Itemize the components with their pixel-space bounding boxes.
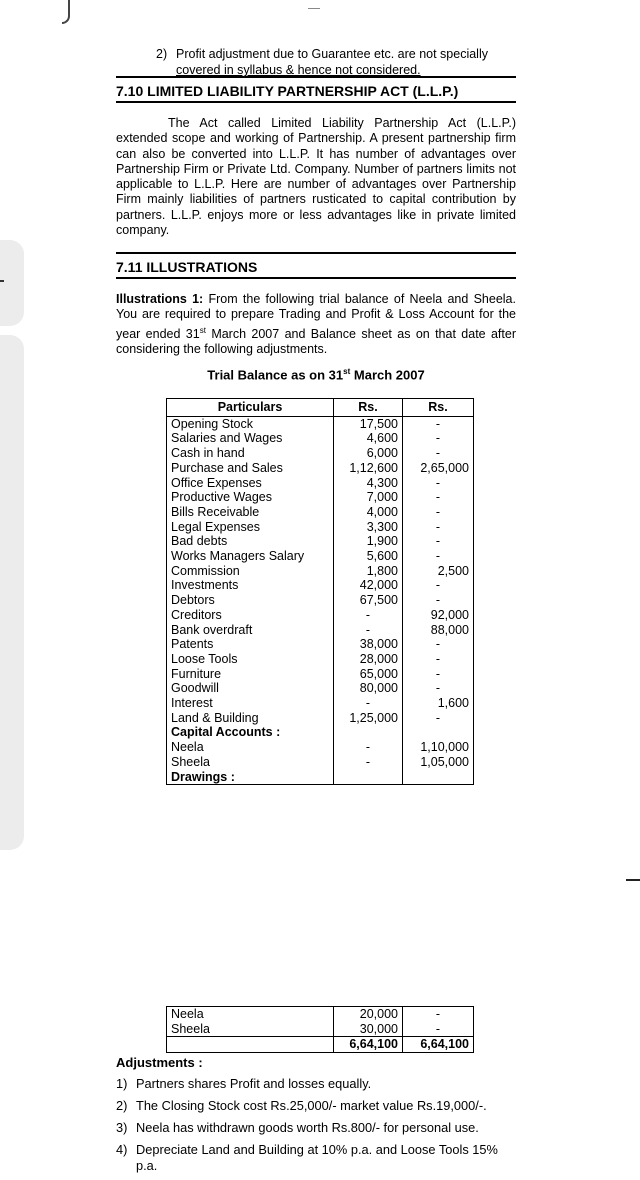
debit-amount-cell: 1,800	[334, 564, 403, 579]
particulars-cell: Salaries and Wages	[167, 431, 334, 446]
table-row	[167, 667, 474, 682]
debit-amount-cell: 42,000	[334, 578, 403, 593]
total-debit-cell: 6,64,100	[334, 1037, 403, 1053]
credit-amount-cell: -	[403, 431, 474, 446]
adjustment-text: Depreciate Land and Building at 10% p.a. and Loose Tools 15% p.a.	[136, 1142, 498, 1173]
trial-balance-title: Trial Balance as on 31st March 2007	[207, 367, 425, 383]
particulars-cell: Productive Wages	[167, 490, 334, 505]
particulars-cell: Sheela	[167, 1022, 334, 1037]
adjustment-number: 3)	[116, 1120, 128, 1135]
particulars-cell: Works Managers Salary	[167, 549, 334, 564]
total-label-cell	[167, 1037, 334, 1053]
credit-amount-cell: -	[403, 681, 474, 696]
adjustment-number: 1)	[116, 1076, 128, 1091]
total-row	[167, 1037, 474, 1053]
particulars-cell: Opening Stock	[167, 416, 334, 431]
credit-amount-cell: 92,000	[403, 608, 474, 623]
adjustment-item	[116, 1120, 520, 1136]
debit-amount-cell: 65,000	[334, 667, 403, 682]
trial-balance-body	[167, 416, 474, 785]
adjustment-number: 4)	[116, 1142, 128, 1157]
debit-amount-cell: 67,500	[334, 593, 403, 608]
section-heading-7-10: 7.10 LIMITED LIABILITY PARTNERSHIP ACT (L.L.P.)	[116, 76, 516, 103]
particulars-cell: Capital Accounts :	[167, 725, 334, 740]
adjustment-text: Partners shares Profit and losses equally.	[136, 1076, 372, 1091]
table-row	[167, 652, 474, 667]
credit-amount-cell: -	[403, 416, 474, 431]
table-row	[167, 770, 474, 785]
debit-amount-cell: 20,000	[334, 1007, 403, 1022]
credit-amount-cell: -	[403, 1007, 474, 1022]
table-row	[167, 431, 474, 446]
illustration-label: Illustrations 1:	[116, 292, 204, 306]
table-row	[167, 534, 474, 549]
table-row	[167, 740, 474, 755]
particulars-cell: Goodwill	[167, 681, 334, 696]
table-row	[167, 1007, 474, 1022]
particulars-cell: Office Expenses	[167, 476, 334, 491]
trial-balance-table	[166, 398, 474, 785]
particulars-cell: Patents	[167, 637, 334, 652]
credit-amount-cell: -	[403, 637, 474, 652]
table-row	[167, 549, 474, 564]
particulars-cell: Interest	[167, 696, 334, 711]
particulars-cell: Neela	[167, 1007, 334, 1022]
right-edge-mark	[626, 879, 640, 881]
table-row	[167, 416, 474, 431]
credit-amount-cell: -	[403, 652, 474, 667]
credit-amount-cell: 1,600	[403, 696, 474, 711]
credit-amount-cell: 1,10,000	[403, 740, 474, 755]
particulars-cell: Cash in hand	[167, 446, 334, 461]
llp-paragraph: The Act called Limited Liability Partnership Act (L.L.P.) extended scope and working of Partnership. A present partnership firm can also be converted into L.L.P. It has number of advantages over Partnership Firm or Private Ltd. Company. Number of partners limits not applicable to L.L.P. Here are number of advantages over Partnership Firm mainly liabilities of partners rusticated to capital contribution by partners. L.L.P. enjoys more or less advantages like in private limited company.	[116, 116, 516, 238]
debit-amount-cell: -	[334, 740, 403, 755]
particulars-cell: Legal Expenses	[167, 520, 334, 535]
debit-amount-cell: 4,300	[334, 476, 403, 491]
table-row	[167, 696, 474, 711]
adjustment-number: 2)	[116, 1098, 128, 1113]
table-row	[167, 520, 474, 535]
particulars-cell: Sheela	[167, 755, 334, 770]
credit-amount-cell: -	[403, 711, 474, 726]
debit-amount-cell: 1,25,000	[334, 711, 403, 726]
credit-amount-cell: 2,500	[403, 564, 474, 579]
table-row	[167, 623, 474, 638]
table-row	[167, 490, 474, 505]
illustration-intro: Illustrations 1: From the following trial balance of Neela and Sheela. You are required to prepare Trading and Profit & Loss Account for the year ended 31st March 2007 and Balance sheet as on that date after considering the following adjustments.	[116, 292, 516, 357]
adjustment-item	[116, 1142, 520, 1174]
debit-amount-cell: -	[334, 608, 403, 623]
page-edge-decoration	[62, 0, 70, 24]
table-row	[167, 564, 474, 579]
table-row	[167, 755, 474, 770]
adjustment-item	[116, 1098, 520, 1114]
footnote-line-1: Profit adjustment due to Guarantee etc. are not specially	[176, 47, 488, 61]
particulars-cell: Neela	[167, 740, 334, 755]
credit-amount-cell: -	[403, 578, 474, 593]
credit-amount-cell: -	[403, 490, 474, 505]
debit-amount-cell: -	[334, 623, 403, 638]
credit-amount-cell: -	[403, 593, 474, 608]
debit-amount-cell: 80,000	[334, 681, 403, 696]
table-row	[167, 711, 474, 726]
table-row	[167, 725, 474, 740]
table-row	[167, 608, 474, 623]
particulars-cell: Land & Building	[167, 711, 334, 726]
debit-amount-cell: 28,000	[334, 652, 403, 667]
column-header-particulars: Particulars	[167, 399, 334, 417]
debit-amount-cell: 4,600	[334, 431, 403, 446]
debit-amount-cell: 1,900	[334, 534, 403, 549]
table-row	[167, 593, 474, 608]
table-row	[167, 637, 474, 652]
credit-amount-cell	[403, 725, 474, 740]
credit-amount-cell	[403, 770, 474, 785]
particulars-cell: Bills Receivable	[167, 505, 334, 520]
adjustments-title: Adjustments :	[116, 1055, 203, 1070]
trial-balance-continued-table	[166, 1006, 474, 1053]
debit-amount-cell: 7,000	[334, 490, 403, 505]
left-edge-tab	[0, 240, 24, 326]
particulars-cell: Bank overdraft	[167, 623, 334, 638]
debit-amount-cell: 4,000	[334, 505, 403, 520]
debit-amount-cell: -	[334, 755, 403, 770]
section-heading-7-11: 7.11 ILLUSTRATIONS	[116, 252, 516, 279]
debit-amount-cell: 6,000	[334, 446, 403, 461]
left-edge-panel	[0, 335, 24, 850]
table-row	[167, 1022, 474, 1037]
adjustment-item	[116, 1076, 520, 1092]
scan-mark	[308, 8, 320, 9]
debit-amount-cell: 3,300	[334, 520, 403, 535]
debit-amount-cell: 17,500	[334, 416, 403, 431]
table-row	[167, 461, 474, 476]
adjustment-text: Neela has withdrawn goods worth Rs.800/- for personal use.	[136, 1120, 479, 1135]
credit-amount-cell: -	[403, 520, 474, 535]
table-row	[167, 476, 474, 491]
left-edge-mark	[0, 280, 4, 282]
credit-amount-cell: -	[403, 534, 474, 549]
table-row	[167, 446, 474, 461]
particulars-cell: Debtors	[167, 593, 334, 608]
adjustment-text: The Closing Stock cost Rs.25,000/- market value Rs.19,000/-.	[136, 1098, 487, 1113]
trial-balance-continued-body	[167, 1007, 474, 1053]
adjustments-list	[116, 1076, 520, 1180]
debit-amount-cell: 30,000	[334, 1022, 403, 1037]
credit-amount-cell: 1,05,000	[403, 755, 474, 770]
particulars-cell: Commission	[167, 564, 334, 579]
debit-amount-cell: 1,12,600	[334, 461, 403, 476]
table-header-row	[167, 399, 474, 417]
debit-amount-cell	[334, 770, 403, 785]
credit-amount-cell: -	[403, 446, 474, 461]
particulars-cell: Drawings :	[167, 770, 334, 785]
debit-amount-cell: 5,600	[334, 549, 403, 564]
credit-amount-cell: -	[403, 1022, 474, 1037]
credit-amount-cell: 2,65,000	[403, 461, 474, 476]
particulars-cell: Loose Tools	[167, 652, 334, 667]
credit-amount-cell: -	[403, 549, 474, 564]
column-header-credit: Rs.	[403, 399, 474, 417]
credit-amount-cell: -	[403, 667, 474, 682]
particulars-cell: Creditors	[167, 608, 334, 623]
footnote-2: 2) Profit adjustment due to Guarantee etc. are not specially covered in syllabus & hence not considered.	[156, 46, 518, 78]
particulars-cell: Purchase and Sales	[167, 461, 334, 476]
column-header-debit: Rs.	[334, 399, 403, 417]
credit-amount-cell: -	[403, 505, 474, 520]
debit-amount-cell: 38,000	[334, 637, 403, 652]
particulars-cell: Bad debts	[167, 534, 334, 549]
particulars-cell: Investments	[167, 578, 334, 593]
particulars-cell: Furniture	[167, 667, 334, 682]
table-row	[167, 505, 474, 520]
debit-amount-cell: -	[334, 696, 403, 711]
footnote-line-2: covered in syllabus & hence not considered.	[176, 63, 421, 77]
debit-amount-cell	[334, 725, 403, 740]
credit-amount-cell: -	[403, 476, 474, 491]
credit-amount-cell: 88,000	[403, 623, 474, 638]
table-row	[167, 681, 474, 696]
table-row	[167, 578, 474, 593]
total-credit-cell: 6,64,100	[403, 1037, 474, 1053]
